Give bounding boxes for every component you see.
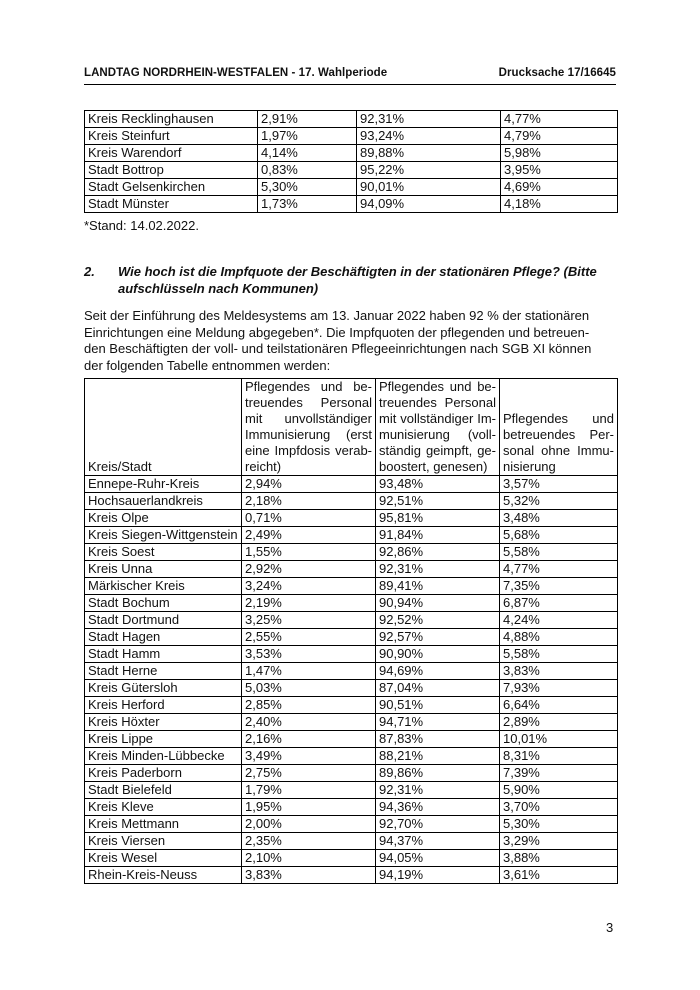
cell-complete: 95,22%: [357, 162, 501, 179]
cell-none: 6,64%: [500, 697, 618, 714]
cell-complete: 94,69%: [376, 663, 500, 680]
cell-none: 5,90%: [500, 782, 618, 799]
table-row: [85, 145, 618, 162]
table-row: [85, 833, 618, 850]
table-row: [85, 196, 618, 213]
table-row: [85, 578, 618, 595]
cell-none: 4,79%: [501, 128, 618, 145]
cell-incomplete: 2,10%: [242, 850, 376, 867]
table-row: [85, 510, 618, 527]
table-row: [85, 731, 618, 748]
cell-region: Kreis Gütersloh: [85, 680, 242, 697]
cell-complete: 90,94%: [376, 595, 500, 612]
table-row: [85, 162, 618, 179]
cell-region: Kreis Soest: [85, 544, 242, 561]
question-text: Wie hoch ist die Impfquote der Beschäftigten in der stationären Pflege? (Bitte aufschlüsseln nach Kommunen): [118, 264, 597, 296]
cell-incomplete: 2,94%: [242, 476, 376, 493]
header-divider: [84, 84, 616, 85]
cell-region: Kreis Herford: [85, 697, 242, 714]
cell-complete: 92,86%: [376, 544, 500, 561]
cell-incomplete: 2,92%: [242, 561, 376, 578]
cell-region: Märkischer Kreis: [85, 578, 242, 595]
cell-incomplete: 4,14%: [258, 145, 357, 162]
cell-incomplete: 1,55%: [242, 544, 376, 561]
cell-complete: 89,86%: [376, 765, 500, 782]
paragraph-line: den Beschäftigten der voll- und teilstationären Pflegeeinrichtungen nach SGB XI können: [84, 341, 592, 356]
cell-region: Kreis Siegen-Wittgenstein: [85, 527, 242, 544]
header-complete-immunisation: [376, 379, 500, 476]
header-no-immunisation: [500, 379, 618, 476]
header-line: mit vollständiger Im-: [379, 411, 496, 426]
table1-body: [85, 111, 618, 213]
cell-complete: 94,05%: [376, 850, 500, 867]
header-title: LANDTAG NORDRHEIN-WESTFALEN - 17. Wahlperiode: [84, 67, 388, 79]
paragraph-line: Einrichtungen eine Meldung abgegeben*. Die Impfquoten der pflegenden und betreuen-: [84, 324, 590, 340]
cell-complete: 95,81%: [376, 510, 500, 527]
table-row: [85, 612, 618, 629]
cell-complete: 94,36%: [376, 799, 500, 816]
header-line: boostert, genesen): [379, 459, 488, 474]
cell-complete: 91,84%: [376, 527, 500, 544]
cell-incomplete: 2,18%: [242, 493, 376, 510]
cell-complete: 92,31%: [357, 111, 501, 128]
cell-incomplete: 3,53%: [242, 646, 376, 663]
cell-region: Stadt Bochum: [85, 595, 242, 612]
header-line: ständig geimpft, ge-: [379, 443, 496, 458]
table-row: [85, 867, 618, 884]
cell-none: 4,24%: [500, 612, 618, 629]
cell-none: 6,87%: [500, 595, 618, 612]
cell-complete: 94,71%: [376, 714, 500, 731]
header-complete-text: [379, 379, 496, 475]
table-row: [85, 697, 618, 714]
cell-none: 5,98%: [501, 145, 618, 162]
answer-paragraph: [84, 308, 618, 374]
table-row: [85, 179, 618, 196]
cell-none: 5,32%: [500, 493, 618, 510]
table-row: [85, 111, 618, 128]
header-line: treuendes Personal: [245, 395, 372, 410]
cell-none: 3,29%: [500, 833, 618, 850]
cell-none: 7,93%: [500, 680, 618, 697]
table-row: [85, 561, 618, 578]
cell-none: 3,57%: [500, 476, 618, 493]
cell-none: 5,30%: [500, 816, 618, 833]
cell-complete: 93,48%: [376, 476, 500, 493]
cell-region: Kreis Recklinghausen: [85, 111, 258, 128]
paragraph-line: der folgenden Tabelle entnommen werden:: [84, 357, 331, 373]
table-row: [85, 544, 618, 561]
cell-complete: 92,51%: [376, 493, 500, 510]
table-row: [85, 128, 618, 145]
table-row: [85, 663, 618, 680]
cell-region: Kreis Minden-Lübbecke: [85, 748, 242, 765]
cell-complete: 92,52%: [376, 612, 500, 629]
cell-complete: 89,41%: [376, 578, 500, 595]
table-row: [85, 629, 618, 646]
cell-none: 4,77%: [501, 111, 618, 128]
cell-region: Kreis Olpe: [85, 510, 242, 527]
cell-incomplete: 1,47%: [242, 663, 376, 680]
header-incomplete-text: [245, 379, 372, 475]
cell-region: Kreis Kleve: [85, 799, 242, 816]
cell-incomplete: 5,30%: [258, 179, 357, 196]
cell-complete: 87,04%: [376, 680, 500, 697]
cell-none: 5,58%: [500, 544, 618, 561]
cell-none: 4,69%: [501, 179, 618, 196]
table-row: [85, 748, 618, 765]
cell-none: 3,70%: [500, 799, 618, 816]
cell-complete: 94,37%: [376, 833, 500, 850]
question-number: 2.: [84, 264, 95, 279]
cell-incomplete: 2,85%: [242, 697, 376, 714]
table2-body: [85, 476, 618, 884]
cell-incomplete: 0,83%: [258, 162, 357, 179]
cell-incomplete: 1,79%: [242, 782, 376, 799]
cell-region: Kreis Wesel: [85, 850, 242, 867]
header-line: Pflegendes und: [503, 411, 614, 426]
cell-incomplete: 2,40%: [242, 714, 376, 731]
cell-incomplete: 5,03%: [242, 680, 376, 697]
cell-region: Rhein-Kreis-Neuss: [85, 867, 242, 884]
cell-none: 4,77%: [500, 561, 618, 578]
header-line: treuendes Personal: [379, 395, 496, 410]
cell-region: Kreis Viersen: [85, 833, 242, 850]
cell-incomplete: 3,49%: [242, 748, 376, 765]
header-line: reicht): [245, 459, 282, 474]
table-row: [85, 816, 618, 833]
cell-region: Stadt Münster: [85, 196, 258, 213]
header-document-number: Drucksache 17/16645: [498, 67, 616, 79]
cell-region: Stadt Herne: [85, 663, 242, 680]
page-header: [84, 67, 616, 83]
cell-incomplete: 1,97%: [258, 128, 357, 145]
cell-incomplete: 2,19%: [242, 595, 376, 612]
cell-none: 4,18%: [501, 196, 618, 213]
cell-incomplete: 2,91%: [258, 111, 357, 128]
cell-region: Stadt Hamm: [85, 646, 242, 663]
cell-incomplete: 2,75%: [242, 765, 376, 782]
cell-region: Kreis Höxter: [85, 714, 242, 731]
table1-footnote: *Stand: 14.02.2022.: [84, 218, 199, 233]
cell-region: Ennepe-Ruhr-Kreis: [85, 476, 242, 493]
cell-none: 3,83%: [500, 663, 618, 680]
table-row: [85, 765, 618, 782]
cell-region: Kreis Mettmann: [85, 816, 242, 833]
header-line: mit unvollständiger: [245, 411, 372, 426]
cell-complete: 92,31%: [376, 782, 500, 799]
cell-region: Kreis Steinfurt: [85, 128, 258, 145]
header-incomplete-immunisation: [242, 379, 376, 476]
cell-incomplete: 2,00%: [242, 816, 376, 833]
cell-none: 3,95%: [501, 162, 618, 179]
cell-incomplete: 1,95%: [242, 799, 376, 816]
cell-none: 7,39%: [500, 765, 618, 782]
cell-region: Kreis Unna: [85, 561, 242, 578]
cell-incomplete: 2,16%: [242, 731, 376, 748]
cell-none: 5,68%: [500, 527, 618, 544]
cell-incomplete: 3,25%: [242, 612, 376, 629]
cell-complete: 92,57%: [376, 629, 500, 646]
header-none-text: [503, 411, 614, 475]
header-line: nisierung: [503, 459, 556, 474]
cell-complete: 90,90%: [376, 646, 500, 663]
header-line: Immunisierung (erst: [245, 427, 372, 442]
care-staff-vaccination-table: [84, 378, 618, 884]
cell-region: Stadt Hagen: [85, 629, 242, 646]
cell-region: Kreis Lippe: [85, 731, 242, 748]
header-line: Pflegendes und be-: [245, 379, 372, 394]
header-line: sonal ohne Immu-: [503, 443, 614, 458]
cell-region: Stadt Gelsenkirchen: [85, 179, 258, 196]
table-row: [85, 527, 618, 544]
cell-none: 3,61%: [500, 867, 618, 884]
table-row: [85, 799, 618, 816]
vaccination-table-continued: [84, 110, 618, 213]
cell-complete: 92,70%: [376, 816, 500, 833]
table-header-row: [85, 379, 618, 476]
cell-incomplete: 0,71%: [242, 510, 376, 527]
cell-region: Hochsauerlandkreis: [85, 493, 242, 510]
cell-complete: 93,24%: [357, 128, 501, 145]
cell-complete: 88,21%: [376, 748, 500, 765]
cell-region: Stadt Dortmund: [85, 612, 242, 629]
table-row: [85, 782, 618, 799]
cell-complete: 87,83%: [376, 731, 500, 748]
cell-incomplete: 3,24%: [242, 578, 376, 595]
cell-complete: 89,88%: [357, 145, 501, 162]
cell-none: 10,01%: [500, 731, 618, 748]
cell-incomplete: 2,35%: [242, 833, 376, 850]
header-line: eine Impfdosis verab-: [245, 443, 372, 458]
cell-none: 2,89%: [500, 714, 618, 731]
header-line: betreuendes Per-: [503, 427, 614, 442]
cell-none: 5,58%: [500, 646, 618, 663]
table-row: [85, 714, 618, 731]
cell-region: Stadt Bottrop: [85, 162, 258, 179]
table-row: [85, 595, 618, 612]
header-line: Pflegendes und be-: [379, 379, 496, 394]
header-line: munisierung (voll-: [379, 427, 496, 442]
cell-none: 4,88%: [500, 629, 618, 646]
cell-complete: 90,51%: [376, 697, 500, 714]
cell-incomplete: 1,73%: [258, 196, 357, 213]
table-row: [85, 680, 618, 697]
cell-incomplete: 3,83%: [242, 867, 376, 884]
header-kreis-stadt: Kreis/Stadt: [85, 379, 242, 476]
cell-none: 7,35%: [500, 578, 618, 595]
table-row: [85, 493, 618, 510]
paragraph-line: Seit der Einführung des Meldesystems am 13. Januar 2022 haben 92 % der stationären: [84, 308, 590, 323]
table-row: [85, 476, 618, 493]
cell-complete: 94,09%: [357, 196, 501, 213]
cell-none: 3,48%: [500, 510, 618, 527]
cell-region: Kreis Paderborn: [85, 765, 242, 782]
cell-incomplete: 2,55%: [242, 629, 376, 646]
cell-complete: 90,01%: [357, 179, 501, 196]
table-row: [85, 646, 618, 663]
cell-complete: 92,31%: [376, 561, 500, 578]
cell-complete: 94,19%: [376, 867, 500, 884]
cell-none: 3,88%: [500, 850, 618, 867]
table-row: [85, 850, 618, 867]
cell-incomplete: 2,49%: [242, 527, 376, 544]
page-number: 3: [606, 920, 614, 935]
cell-region: Stadt Bielefeld: [85, 782, 242, 799]
cell-none: 8,31%: [500, 748, 618, 765]
cell-region: Kreis Warendorf: [85, 145, 258, 162]
